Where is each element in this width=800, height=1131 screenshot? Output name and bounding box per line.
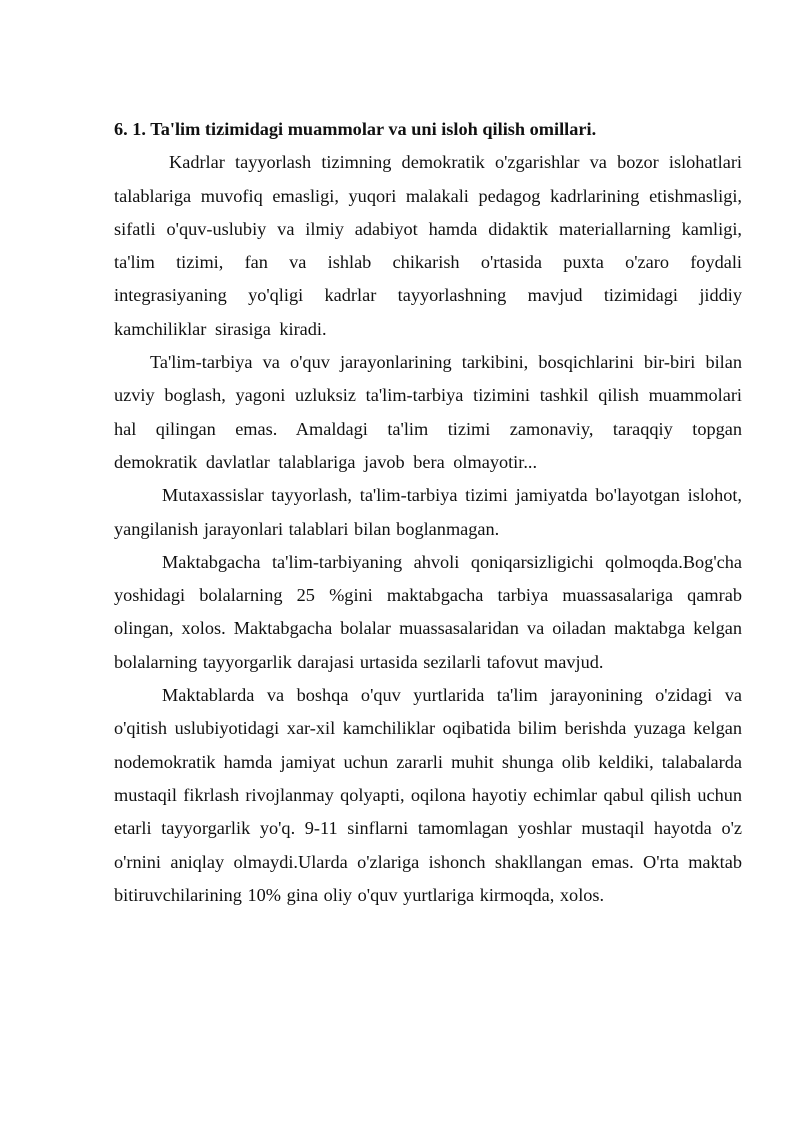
paragraph-3: Mutaxassislar tayyorlash, ta'lim-tarbiya tizimi jamiyatda bo'layotgan islohot, yangilanish jarayonlari talablari bilan boglanmagan. [114, 485, 742, 539]
paragraph-2: Ta'lim-tarbiya va o'quv jarayonlarining tarkibini, bosqichlarini bir-biri bilan uzviy boglash, yagoni uzluksiz ta'lim-tarbiya tizimini tashkil qilish muammolari hal qilingan emas. Amaldagi ta'lim tizimi zamonaviy, taraqqiy topgan demokratik davlatlar talablariga javob bera olmayotir... [114, 352, 742, 472]
document-body [114, 113, 742, 912]
paragraph-4: Maktabgacha ta'lim-tarbiyaning ahvoli qoniqarsizligichi qolmoqda.Bog'cha yoshidagi bolalarning 25 %gini maktabgacha tarbiya muassasalariga qamrab olingan, xolos. Maktabgacha bolalar muassasalaridan va oiladan maktabga kelgan bolalarning tayyorgarlik darajasi urtasida sezilarli tafovut mavjud. [114, 551, 742, 672]
paragraph-5: Maktablarda va boshqa o'quv yurtlarida ta'lim jarayonining o'zidagi va o'qitish uslubiyotidagi xar-xil kamchiliklar oqibatida bilim berishda yuzaga kelgan nodemokratik hamda jamiyat uchun zararli muhit shunga olib keldiki, talabalarda mustaqil fikrlash rivojlanmay qolyapti, oqilona hayotiy echimlar qabul qilish uchun etarli tayyorgarlik yo'q. 9-11 sinflarni tamomlagan yoshlar mustaqil hayotda o'z o'rnini aniqlay olmaydi.Ularda o'zlariga ishonch shakllangan emas. O'rta maktab bitiruvchilarining 10% gina oliy o'quv yurtlariga kirmoqda, xolos. [114, 685, 742, 905]
paragraph-1: Kadrlar tayyorlash tizimning demokratik o'zgarishlar va bozor islohatlari talablariga muvofiq emasligi, yuqori malakali pedagog kadrlarining etishmasligi, sifatli o'quv-uslubiy va ilmiy adabiyot hamda didaktik materiallarning kamligi, ta'lim tizimi, fan va ishlab chikarish o'rtasida puxta o'zaro foydali integrasiyaning yo'qligi kadrlar tayyorlashning mavjud tizimidagi jiddiy kamchiliklar sirasiga kiradi. [114, 152, 742, 339]
section-heading: 6. 1. Ta'lim tizimidagi muammolar va uni isloh qilish omillari. [114, 119, 597, 139]
